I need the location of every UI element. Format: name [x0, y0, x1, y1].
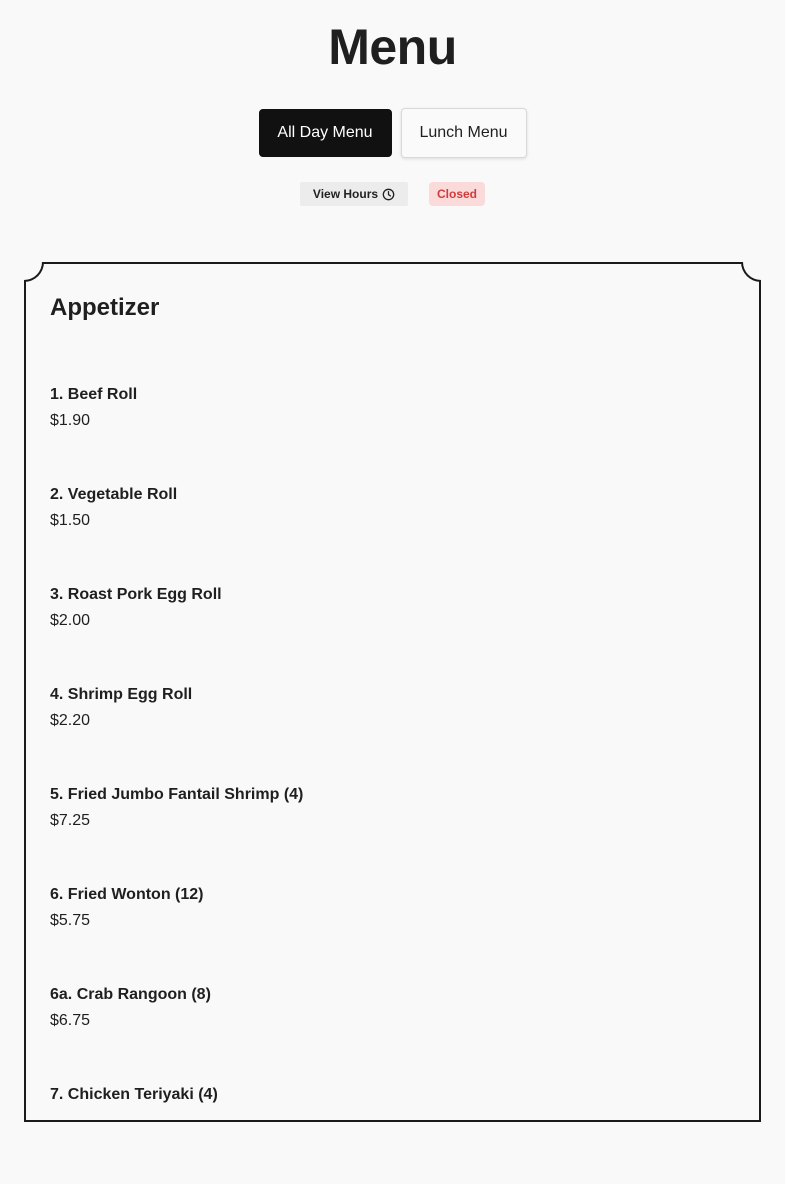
menu-item[interactable]: [50, 1084, 303, 1184]
menu-item[interactable]: [50, 384, 303, 484]
tab-lunch-menu[interactable]: Lunch Menu: [401, 108, 527, 158]
menu-item-name: 7. Chicken Teriyaki (4): [50, 1086, 218, 1103]
menu-item-name: 6. Fried Wonton (12): [50, 886, 204, 903]
menu-item-name: 2. Vegetable Roll: [50, 486, 178, 503]
page-title: Menu: [328, 19, 457, 75]
status-badge: Closed: [429, 182, 485, 206]
tab-all-day-menu[interactable]: All Day Menu: [259, 109, 392, 157]
menu-item[interactable]: [50, 684, 303, 784]
menu-section-card: [24, 262, 761, 1122]
menu-item-price: $2.20: [50, 712, 91, 729]
menu-item[interactable]: [50, 784, 303, 884]
menu-item-name: 3. Roast Pork Egg Roll: [50, 586, 222, 603]
section-title: Appetizer: [50, 294, 160, 321]
status-row: [0, 182, 785, 206]
menu-item-name: 1. Beef Roll: [50, 386, 138, 403]
menu-item-price: $2.00: [50, 612, 91, 629]
menu-item[interactable]: [50, 884, 303, 984]
menu-item-name: 5. Fried Jumbo Fantail Shrimp (4): [50, 786, 304, 803]
menu-item-price: $7.25: [50, 812, 91, 829]
menu-item[interactable]: [50, 484, 303, 584]
menu-tabs: [0, 108, 785, 158]
menu-item[interactable]: [50, 984, 303, 1084]
menu-item-list: [50, 384, 303, 1184]
menu-item-price: $1.90: [50, 412, 91, 429]
menu-item[interactable]: [50, 584, 303, 684]
card-corner-decoration: [741, 262, 761, 282]
clock-icon: [382, 188, 395, 201]
view-hours-button[interactable]: [300, 182, 408, 206]
menu-item-name: 6a. Crab Rangoon (8): [50, 986, 211, 1003]
view-hours-label: View Hours: [312, 187, 379, 201]
menu-item-price: $6.75: [50, 1012, 91, 1029]
menu-item-name: 4. Shrimp Egg Roll: [50, 686, 193, 703]
card-corner-decoration: [24, 262, 44, 282]
menu-item-price: $5.75: [50, 912, 91, 929]
menu-item-price: $1.50: [50, 512, 91, 529]
